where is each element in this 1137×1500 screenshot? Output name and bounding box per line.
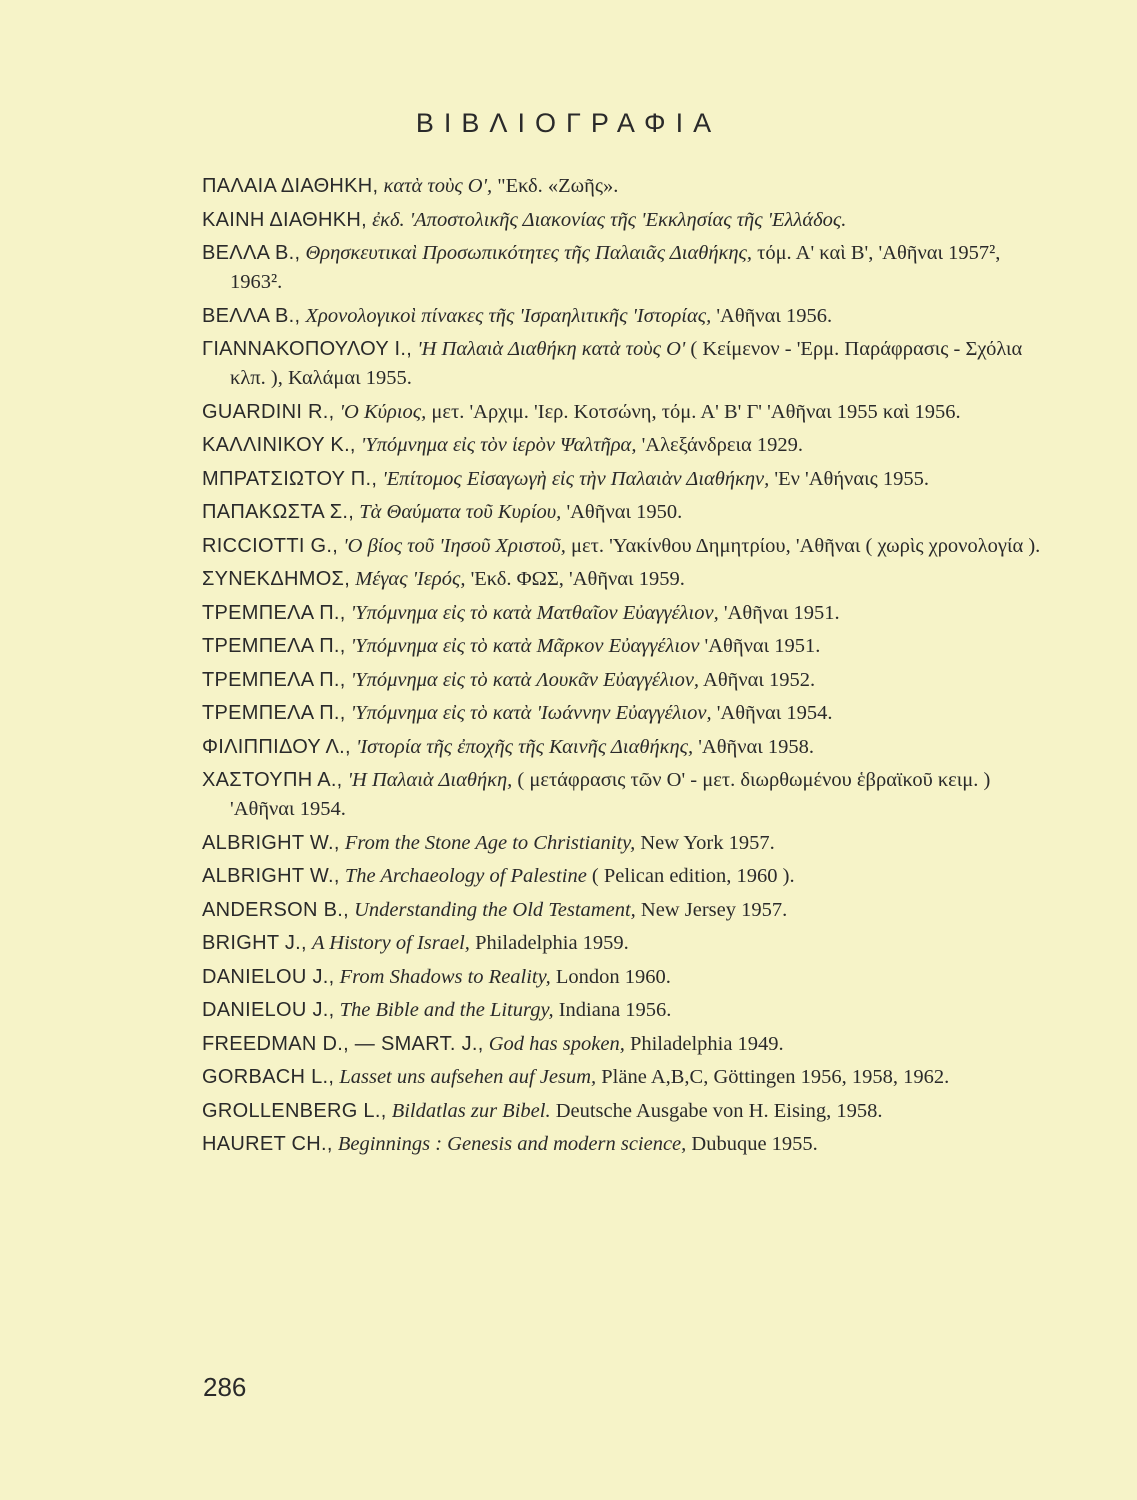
entry-details: ( μετάφρασις τῶν Ο' - μετ. διωρθωμένου ἑβραϊκοῦ κειμ. ) 'Αθῆναι 1954.: [230, 769, 991, 820]
entry-work: Μέγας 'Ιερός,: [355, 568, 466, 590]
entry-author: ANDERSON B.,: [202, 898, 349, 921]
entry-author: RICCIOTTI G.,: [202, 534, 339, 557]
entry-details: 'Αθῆναι 1951.: [704, 635, 821, 657]
entry-work: κατὰ τοὺς Ο',: [383, 175, 493, 197]
entry-author: ΠΑΛΑΙΑ ΔΙΑΘΗΚΗ,: [202, 175, 379, 197]
bibliography-entry: [202, 532, 1044, 561]
entry-details: "Εκδ. «Ζωῆς».: [497, 175, 619, 197]
entry-author: FREEDMAN D., — SMART. J.,: [202, 1032, 484, 1055]
entry-work: 'Η Παλαιὰ Διαθήκη,: [347, 769, 513, 791]
entry-work: 'Υπόμνημα εἰς τὸ κατὰ Λουκᾶν Εὐαγγέλιον,: [350, 668, 700, 691]
bibliography-entry: [202, 498, 1044, 527]
entry-details: Philadelphia 1949.: [629, 1032, 784, 1055]
page-number: 286: [203, 1372, 247, 1402]
bibliography-entry: [202, 465, 1044, 494]
entry-author: ΒΕΛΛΑ Β.,: [202, 304, 301, 327]
entry-author: ALBRIGHT W.,: [202, 831, 340, 854]
entry-details: 'Εκδ. ΦΩΣ, 'Αθῆναι 1959.: [470, 568, 685, 590]
entry-author: ΣΥΝΕΚΔΗΜΟΣ,: [202, 568, 351, 590]
entry-work: Bildatlas zur Bibel.: [391, 1099, 551, 1122]
entry-work: 'Υπόμνημα εἰς τὸν ἱερὸν Ψαλτῆρα,: [360, 434, 637, 456]
bibliography-entry: [202, 1030, 1044, 1059]
entry-author: GUARDINI R.,: [202, 400, 335, 423]
entry-author: ΧΑΣΤΟΥΠΗ Α.,: [202, 769, 343, 791]
bibliography-entry: [202, 172, 1044, 201]
entry-author: ΜΠΡΑΤΣΙΩΤΟΥ Π.,: [202, 467, 378, 490]
entry-work: 'Ο βίος τοῦ 'Ιησοῦ Χριστοῦ,: [343, 534, 566, 557]
entry-work: 'Υπόμνημα εἰς τὸ κατὰ Ματθαῖον Εὐαγγέλιον,: [350, 601, 719, 624]
entry-details: Indiana 1956.: [558, 999, 672, 1021]
entry-author: ΤΡΕΜΠΕΛΑ Π.,: [202, 601, 346, 624]
entry-author: BRIGHT J.,: [202, 932, 307, 954]
bibliography-entry: [202, 431, 1044, 460]
page-title: ΒΙΒΛΙΟΓΡΑΦΙΑ: [415, 108, 722, 138]
entry-work: Beginnings : Genesis and modern science,: [337, 1133, 687, 1155]
entry-work: 'Η Παλαιὰ Διαθήκη κατὰ τοὺς Ο': [417, 338, 686, 360]
bibliography-list: [202, 172, 1044, 1164]
bibliography-entry: [202, 239, 1044, 297]
entry-details: ( Pelican edition, 1960 ).: [591, 865, 795, 887]
entry-details: 'Αθῆναι 1956.: [716, 304, 833, 327]
entry-author: ΚΑΛΛΙΝΙΚΟΥ Κ.,: [202, 434, 356, 456]
entry-work: From Shadows to Reality,: [339, 965, 551, 988]
entry-work: 'Επίτομος Εἰσαγωγὴ εἰς τὴν Παλαιὰν Διαθήκην,: [382, 467, 770, 490]
bibliography-entry: [202, 1063, 1044, 1092]
bibliography-entry: [202, 996, 1044, 1025]
entry-details: 'Αθῆναι 1951.: [723, 601, 840, 624]
entry-work: ἐκδ. 'Αποστολικῆς Διακονίας τῆς 'Εκκλησίας τῆς 'Ελλάδος.: [372, 208, 847, 231]
entry-author: ΤΡΕΜΠΕΛΑ Π.,: [202, 702, 346, 724]
entry-details: Philadelphia 1959.: [475, 932, 629, 954]
entry-work: Θρησκευτικαὶ Προσωπικότητες τῆς Παλαιᾶς Διαθήκης,: [305, 242, 752, 264]
entry-details: New Jersey 1957.: [640, 898, 788, 921]
entry-author: GORBACH L.,: [202, 1066, 335, 1088]
entry-details: μετ. 'Υακίνθου Δημητρίου, 'Αθῆναι ( χωρὶς χρονολογία ).: [570, 534, 1041, 557]
entry-author: HAURET CH.,: [202, 1133, 333, 1155]
entry-work: The Bible and the Liturgy,: [339, 999, 554, 1021]
entry-author: ΤΡΕΜΠΕΛΑ Π.,: [202, 635, 346, 657]
bibliography-entry: [202, 206, 1044, 235]
bibliography-entry: [202, 733, 1044, 762]
bibliography-entry: [202, 699, 1044, 728]
entry-work: From the Stone Age to Christianity,: [344, 831, 636, 854]
entry-details: Deutsche Ausgabe von H. Eising, 1958.: [555, 1099, 883, 1122]
entry-work: Χρονολογικοὶ πίνακες τῆς 'Ισραηλιτικῆς 'Ιστορίας,: [305, 304, 712, 327]
entry-author: ΓΙΑΝΝΑΚΟΠΟΥΛΟΥ Ι.,: [202, 338, 413, 360]
bibliography-entry: [202, 862, 1044, 891]
entry-work: 'Ο Κύριος,: [339, 400, 427, 423]
entry-details: Pläne A,B,C, Göttingen 1956, 1958, 1962.: [601, 1066, 950, 1088]
bibliography-entry: [202, 1130, 1044, 1159]
bibliography-entry: [202, 398, 1044, 427]
entry-work: Τὰ Θαύματα τοῦ Κυρίου,: [359, 501, 562, 523]
entry-author: ΚΑΙΝΗ ΔΙΑΘΗΚΗ,: [202, 208, 367, 231]
entry-author: ΒΕΛΛΑ Β.,: [202, 242, 301, 264]
entry-author: GROLLENBERG L.,: [202, 1099, 387, 1122]
entry-work: Lasset uns aufsehen auf Jesum,: [339, 1066, 597, 1088]
entry-author: ALBRIGHT W.,: [202, 865, 340, 887]
bibliography-entry: [202, 896, 1044, 925]
entry-author: ΠΑΠΑΚΩΣΤΑ Σ.,: [202, 501, 355, 523]
bibliography-entry: [202, 632, 1044, 661]
entry-author: ΦΙΛΙΠΠΙΔΟΥ Λ.,: [202, 735, 351, 758]
entry-work: God has spoken,: [488, 1032, 625, 1055]
entry-work: 'Υπόμνημα εἰς τὸ κατὰ 'Ιωάννην Εὐαγγέλιον,: [350, 702, 712, 724]
entry-details: 'Εν 'Αθήναις 1955.: [774, 467, 929, 490]
entry-details: ( Κείμενον - 'Ερμ. Παράφρασις - Σχόλια κλπ. ), Καλάμαι 1955.: [230, 338, 1023, 389]
bibliography-entry: [202, 565, 1044, 594]
entry-work: Understanding the Old Testament,: [354, 898, 636, 921]
entry-details: 'Αθῆναι 1950.: [566, 501, 683, 523]
bibliography-entry: [202, 666, 1044, 695]
entry-work: 'Ιστορία τῆς ἐποχῆς τῆς Καινῆς Διαθήκης,: [355, 735, 694, 758]
entry-details: Αθῆναι 1952.: [703, 668, 816, 691]
entry-work: A History of Israel,: [312, 932, 470, 954]
entry-author: DANIELOU J.,: [202, 965, 335, 988]
bibliography-entry: [202, 335, 1044, 393]
entry-author: ΤΡΕΜΠΕΛΑ Π.,: [202, 668, 346, 691]
entry-details: μετ. 'Αρχιμ. 'Ιερ. Κοτσώνη, τόμ. Α' Β' Γ' 'Αθῆναι 1955 καὶ 1956.: [431, 400, 961, 423]
entry-details: 'Αθῆναι 1954.: [716, 702, 833, 724]
entry-details: Dubuque 1955.: [691, 1133, 818, 1155]
entry-author: DANIELOU J.,: [202, 999, 335, 1021]
entry-work: The Archaeology of Palestine: [344, 865, 587, 887]
bibliography-entry: [202, 1097, 1044, 1126]
entry-details: New York 1957.: [640, 831, 775, 854]
bibliography-entry: [202, 599, 1044, 628]
entry-details: 'Αθῆναι 1958.: [698, 735, 815, 758]
bibliography-entry: [202, 963, 1044, 992]
entry-work: 'Υπόμνημα εἰς τὸ κατὰ Μᾶρκον Εὐαγγέλιον: [350, 635, 700, 657]
bibliography-entry: [202, 829, 1044, 858]
bibliography-entry: [202, 929, 1044, 958]
entry-details: London 1960.: [555, 965, 671, 988]
entry-details: τόμ. Α' καὶ Β', 'Αθῆναι 1957², 1963².: [230, 242, 1001, 293]
bibliography-entry: [202, 302, 1044, 331]
entry-details: 'Αλεξάνδρεια 1929.: [641, 434, 804, 456]
bibliography-entry: [202, 766, 1044, 824]
